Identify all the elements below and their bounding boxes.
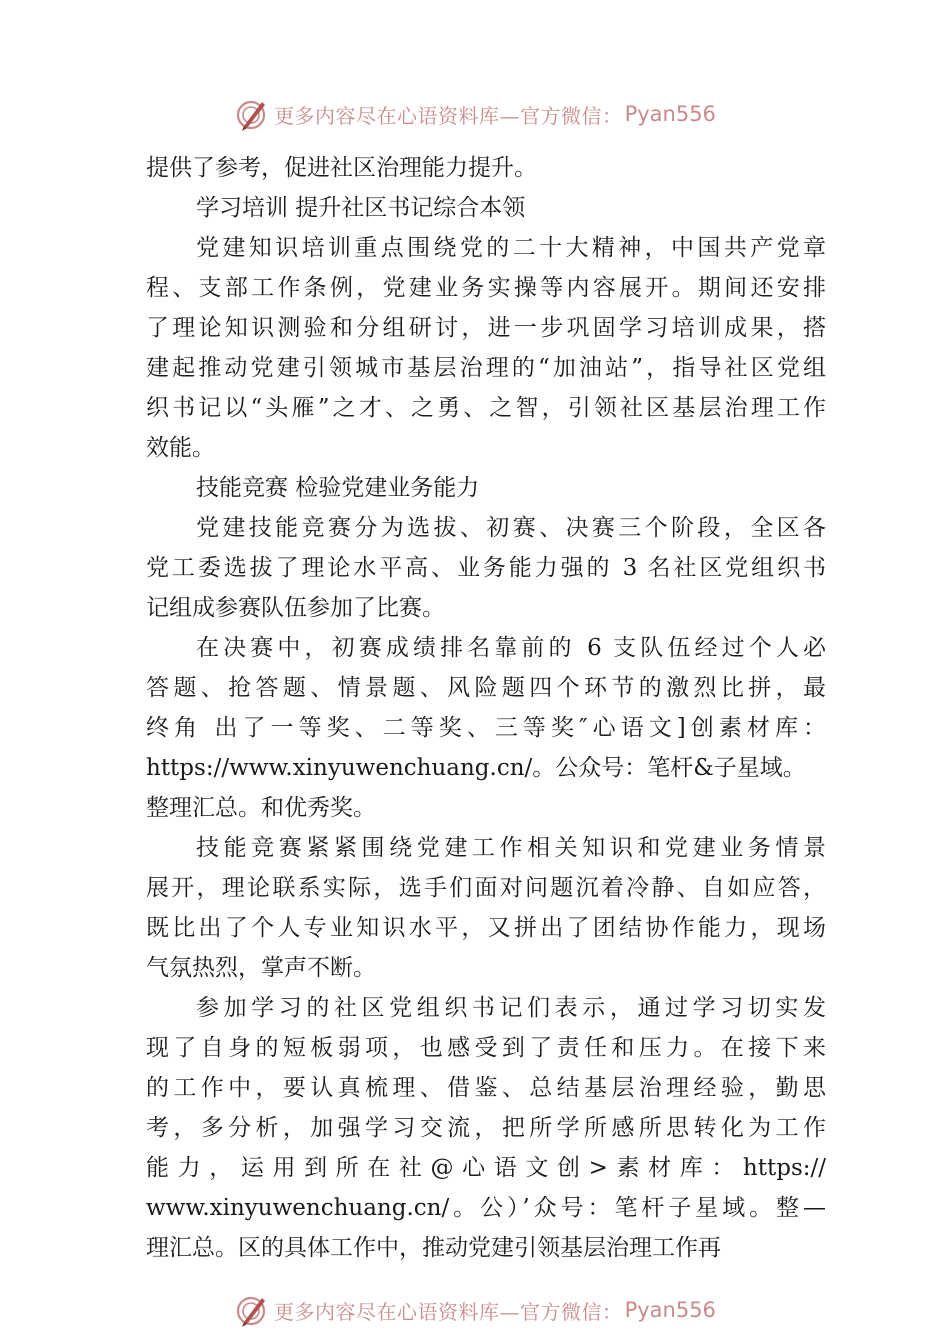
pen-logo-icon — [234, 96, 270, 132]
text-line: 现了自身的短板弱项，也感受到了责任和压力。在接下来 — [146, 1035, 826, 1061]
text-line: 提供了参考，促进社区治理能力提升。 — [146, 155, 537, 181]
text-line: 展开，理论联系实际，选手们面对问题沉着冷静、自如应答， — [146, 875, 826, 901]
text-line: 考，多分析，加强学习交流，把所学所感所思转化为工作 — [146, 1115, 826, 1141]
text-line: 技能竞赛 检验党建业务能力 — [196, 475, 480, 501]
text-line: 理汇总。区的具体工作中，推动党建引领基层治理工作再 — [146, 1235, 721, 1261]
pen-logo-icon — [234, 1292, 270, 1328]
text-line: 参加学习的社区党组织书记们表示，通过学习切实发 — [196, 995, 826, 1021]
text-line: 在决赛中，初赛成绩排名靠前的 6 支队伍经过个人必 — [196, 635, 826, 661]
text-line: 程、支部工作条例，党建业务实操等内容展开。期间还安排 — [146, 275, 826, 301]
watermark-text: 更多内容尽在心语资料库—官方微信： — [274, 103, 623, 128]
text-line: 终角 出了一等奖、二等奖、三等奖″心语文]创素材库： — [146, 715, 826, 741]
header-watermark — [0, 94, 950, 134]
text-line: 党建知识培训重点围绕党的二十大精神，中国共产党章 — [196, 235, 826, 261]
text-line: 技能竞赛紧紧围绕党建工作相关知识和党建业务情景 — [196, 835, 826, 861]
document-body — [146, 148, 826, 1268]
text-line: 能力，运用到所在社@心语文创>素材库：https:// — [146, 1155, 826, 1181]
text-line: www.xinyuwenchuang.cn/。公）’众号：笔杆子星域。整— — [146, 1195, 826, 1221]
text-line: 答题、抢答题、情景题、风险题四个环节的激烈比拼，最 — [146, 675, 826, 701]
text-line: 了理论知识测验和分组研讨，进一步巩固学习培训成果，搭 — [146, 315, 826, 341]
text-line: 党工委选拔了理论水平高、业务能力强的 3 名社区党组织书 — [146, 555, 826, 581]
text-line: 党建技能竞赛分为选拔、初赛、决赛三个阶段，全区各 — [196, 515, 826, 541]
text-line: 气氛热烈，掌声不断。 — [146, 955, 376, 981]
text-line: 既比出了个人专业知识水平，又拼出了团结协作能力，现场 — [146, 915, 826, 941]
footer-watermark — [0, 1290, 950, 1330]
text-line: 整理汇总。和优秀奖。 — [146, 795, 376, 821]
text-line: https://www.xinyuwenchuang.cn/。公众号：笔杆&子星域。 — [146, 755, 806, 781]
watermark-text: 更多内容尽在心语资料库—官方微信： — [274, 1299, 623, 1324]
text-line: 学习培训 提升社区书记综合本领 — [196, 195, 526, 221]
text-line: 记组成参赛队伍参加了比赛。 — [146, 595, 445, 621]
text-line: 织书记以“头雁”之才、之勇、之智，引领社区基层治理工作 — [146, 395, 826, 421]
watermark-id: Pyan556 — [624, 102, 716, 126]
text-line: 的工作中，要认真梳理、借鉴、总结基层治理经验，勤思 — [146, 1075, 826, 1101]
text-line: 效能。 — [146, 435, 215, 461]
watermark-id: Pyan556 — [624, 1298, 716, 1322]
text-line: 建起推动党建引领城市基层治理的“加油站”，指导社区党组 — [146, 355, 826, 381]
